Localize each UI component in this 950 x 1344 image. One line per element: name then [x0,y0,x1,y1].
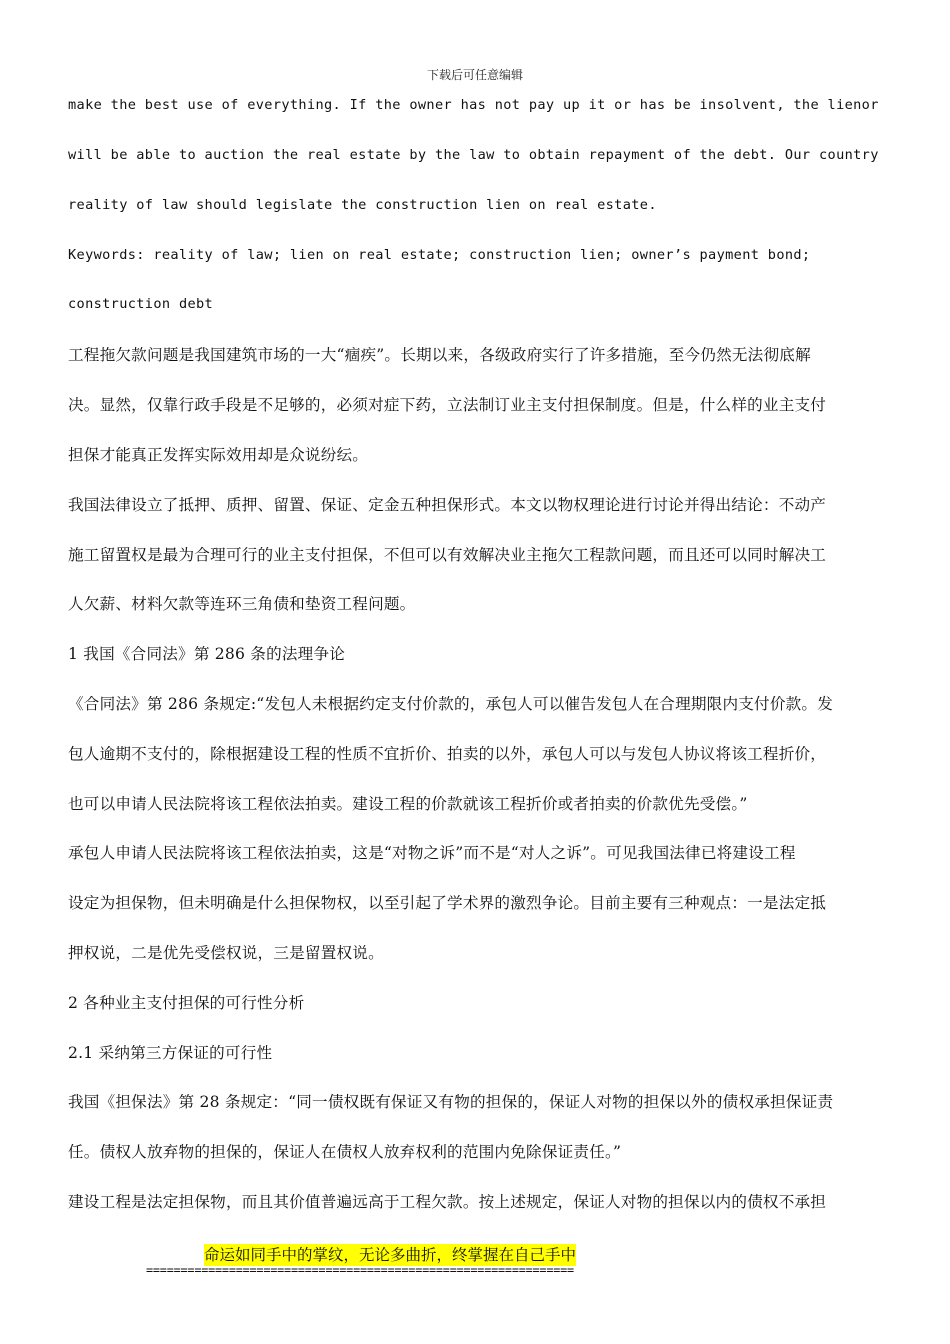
paragraph-2-line-1: 我国法律设立了抵押、质押、留置、保证、定金五种担保形式。本文以物权理论进行讨论并得出结论：不动产 [68,496,827,514]
paragraph-4-line-1: 承包人申请人民法院将该工程依法拍卖，这是“对物之诉”而不是“对人之诉”。可见我国法律已将建设工程 [68,844,796,862]
paragraph-4-line-3: 押权说，二是优先受偿权说，三是留置权说。 [68,944,384,962]
keywords-line-1: Keywords: reality of law; lien on real estate; construction lien; owner’s payment bond; [68,247,811,263]
abstract-line-3: reality of law should legislate the construction lien on real estate. [68,197,657,213]
paragraph-3-line-1: 《合同法》第 286 条规定:“发包人未根据约定支付价款的，承包人可以催告发包人在合理期限内支付价款。发 [68,695,834,713]
paragraph-3-line-3: 也可以申请人民法院将该工程依法拍卖。建设工程的价款就该工程折价或者拍卖的价款优先受偿。” [68,795,748,813]
paragraph-1-line-1: 工程拖欠款问题是我国建筑市场的一大“痼疾”。长期以来，各级政府实行了许多措施，至今仍然无法彻底解 [68,346,811,364]
paragraph-2-line-2: 施工留置权是最为合理可行的业主支付担保，不但可以有效解决业主拖欠工程款问题，而且还可以同时解决工 [68,546,827,564]
abstract-line-1: make the best use of everything. If the owner has not pay up it or has be insolvent, the lienor [68,97,879,113]
header-note: 下载后可任意编辑 [426,68,523,82]
section-heading-1: 1 我国《合同法》第 286 条的法理争论 [68,645,346,663]
paragraph-4-line-2: 设定为担保物，但未明确是什么担保物权，以至引起了学术界的激烈争论。目前主要有三种观点：一是法定抵 [68,894,827,912]
footer-divider: ============================================================== [146,1263,574,1277]
section-heading-2: 2 各种业主支付担保的可行性分析 [68,994,305,1012]
keywords-line-2: construction debt [68,296,214,312]
paragraph-5-line-1: 我国《担保法》第 28 条规定：“同一债权既有保证又有物的担保的，保证人对物的担保以外的债权承担保证责 [68,1093,834,1111]
paragraph-2-line-3: 人欠薪、材料欠款等连环三角债和垫资工程问题。 [68,595,416,613]
paragraph-5-line-2: 任。债权人放弃物的担保的，保证人在债权人放弃权利的范围内免除保证责任。” [68,1143,622,1161]
paragraph-6-line-1: 建设工程是法定担保物，而且其价值普遍远高于工程欠款。按上述规定，保证人对物的担保以内的债权不承担 [68,1193,827,1211]
abstract-line-2: will be able to auction the real estate by the law to obtain repayment of the debt. Our country [68,147,879,163]
paragraph-3-line-2: 包人逾期不支付的，除根据建设工程的性质不宜折价、拍卖的以外，承包人可以与发包人协议将该工程折价， [68,745,827,763]
paragraph-1-line-3: 担保才能真正发挥实际效用却是众说纷纭。 [68,446,369,464]
paragraph-1-line-2: 决。显然，仅靠行政手段是不足够的，必须对症下药，立法制订业主支付担保制度。但是，什么样的业主支付 [68,396,827,414]
subsection-heading-2-1: 2.1 采纳第三方保证的可行性 [68,1044,273,1062]
footer-motto: 命运如同手中的掌纹，无论多曲折，终掌握在自己手中 [204,1246,577,1264]
